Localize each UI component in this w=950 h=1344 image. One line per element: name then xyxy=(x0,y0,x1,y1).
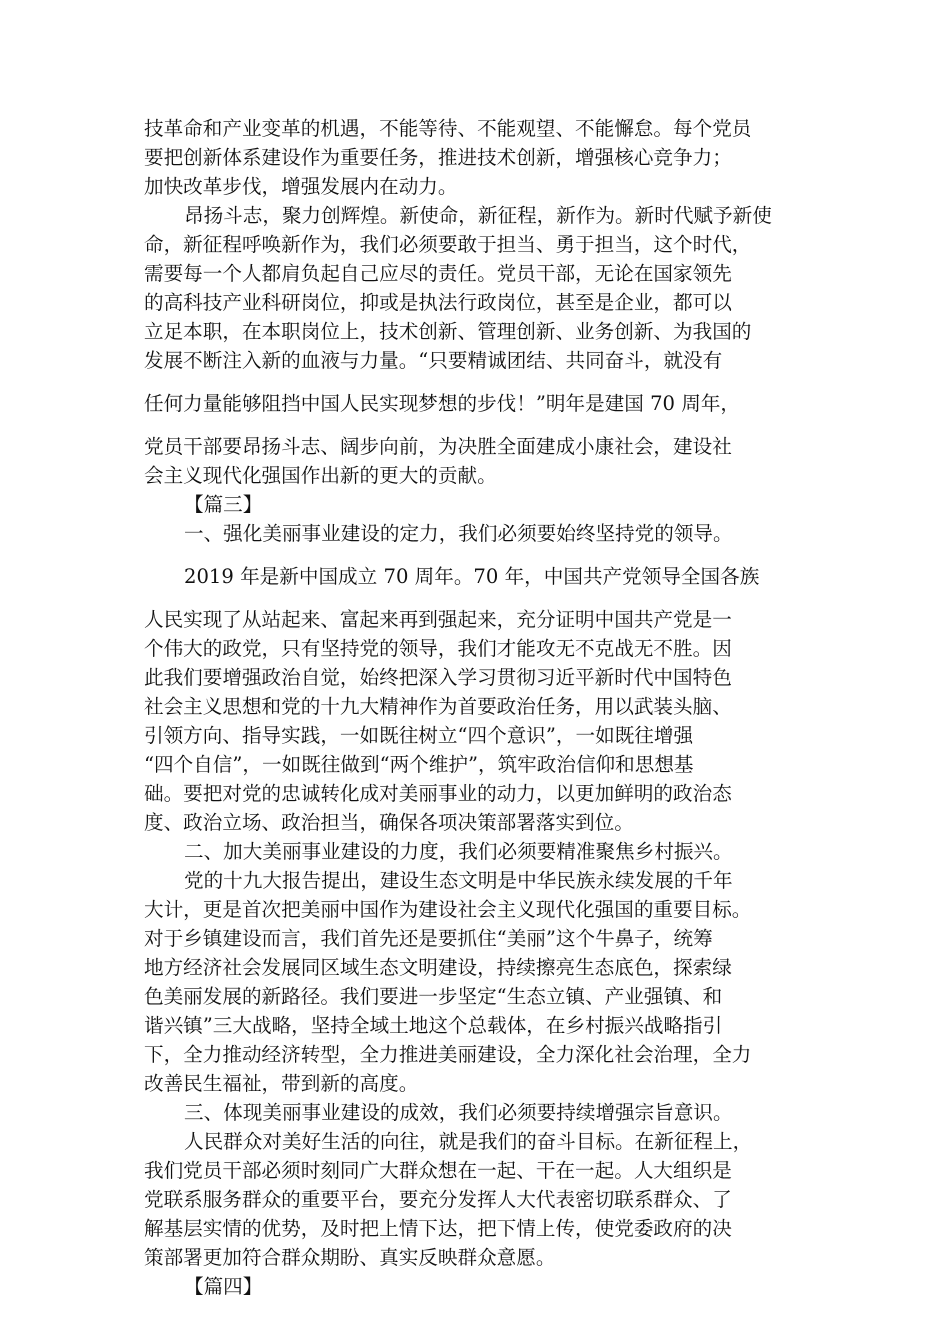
text-line: 党联系服务群众的重要平台，要充分发挥人大代表密切联系群众、了 xyxy=(144,1188,732,1211)
text-line: 要把创新体系建设作为重要任务，推进技术创新，增强核心竞争力； xyxy=(144,146,732,169)
text-line: 命，新征程呼唤新作为，我们必须要敢于担当、勇于担当，这个时代， xyxy=(144,233,752,256)
text-line: 需要每一个人都肩负起自己应尽的责任。党员干部，无论在国家领先 xyxy=(144,262,732,285)
text-line: 会主义现代化强国作出新的更大的贡献。 xyxy=(144,464,497,487)
text-line: 引领方向、指导实践，一如既往树立“四个意识”，一如既往增强 xyxy=(144,724,694,747)
text-line: 此我们要增强政治自觉，始终把深入学习贯彻习近平新时代中国特色 xyxy=(144,666,732,689)
text-line: 改善民生福祉，带到新的高度。 xyxy=(144,1072,419,1095)
text-line: 技革命和产业变革的机遇，不能等待、不能观望、不能懈怠。每个党员 xyxy=(144,117,752,140)
text-line: 任何力量能够阻挡中国人民实现梦想的步伐！”明年是建国 70 周年， xyxy=(144,392,741,415)
text-line: 2019 年是新中国成立 70 周年。70 年，中国共产党领导全国各族 xyxy=(184,565,760,588)
text-line: 的高科技产业科研岗位，抑或是执法行政岗位，甚至是企业，都可以 xyxy=(144,291,732,314)
text-line: 党员干部要昂扬斗志、阔步向前，为决胜全面建成小康社会，建设社 xyxy=(144,435,732,458)
text-line: 大计，更是首次把美丽中国作为建设社会主义现代化强国的重要目标。 xyxy=(144,898,752,921)
text-line: 下，全力推动经济转型，全力推进美丽建设，全力深化社会治理，全力 xyxy=(144,1043,752,1066)
text-line: 谐兴镇”三大战略，坚持全域土地这个总载体，在乡村振兴战略指引 xyxy=(144,1014,723,1037)
text-line: 发展不断注入新的血液与力量。“只要精诚团结、共同奋斗，就没有 xyxy=(144,349,723,372)
text-line: 人民群众对美好生活的向往，就是我们的奋斗目标。在新征程上， xyxy=(184,1130,753,1153)
text-line: 人民实现了从站起来、富起来再到强起来，充分证明中国共产党是一 xyxy=(144,608,732,631)
text-line: 色美丽发展的新路径。我们要进一步坚定“生态立镇、产业强镇、和 xyxy=(144,985,723,1008)
text-line: 解基层实情的优势，及时把上情下达，把下情上传，使党委政府的决 xyxy=(144,1217,732,1240)
text-line: “四个自信”，一如既往做到“两个维护”，筑牢政治信仰和思想基 xyxy=(144,753,694,776)
text-line: 策部署更加符合群众期盼、真实反映群众意愿。 xyxy=(144,1246,556,1269)
text-line: 我们党员干部必须时刻同广大群众想在一起、干在一起。人大组织是 xyxy=(144,1159,732,1182)
subheading: 三、体现美丽事业建设的成效，我们必须要持续增强宗旨意识。 xyxy=(184,1101,733,1124)
text-line: 社会主义思想和党的十九大精神作为首要政治任务，用以武装头脑、 xyxy=(144,695,732,718)
subheading: 二、加大美丽事业建设的力度，我们必须要精准聚焦乡村振兴。 xyxy=(184,840,733,863)
text-line: 地方经济社会发展同区域生态文明建设，持续擦亮生态底色，探索绿 xyxy=(144,956,732,979)
text-line: 对于乡镇建设而言，我们首先还是要抓住“美丽”这个牛鼻子，统筹 xyxy=(144,927,713,950)
text-line: 加快改革步伐，增强发展内在动力。 xyxy=(144,175,458,198)
section-heading: 【篇三】 xyxy=(184,493,263,516)
subheading: 一、强化美丽事业建设的定力，我们必须要始终坚持党的领导。 xyxy=(184,522,733,545)
section-heading: 【篇四】 xyxy=(184,1275,263,1298)
text-line: 立足本职，在本职岗位上，技术创新、管理创新、业务创新、为我国的 xyxy=(144,320,752,343)
text-line: 个伟大的政党，只有坚持党的领导，我们才能攻无不克战无不胜。因 xyxy=(144,637,732,660)
text-line: 度、政治立场、政治担当，确保各项决策部署落实到位。 xyxy=(144,811,634,834)
text-line: 党的十九大报告提出，建设生态文明是中华民族永续发展的千年 xyxy=(184,869,733,892)
text-line: 昂扬斗志，聚力创辉煌。新使命，新征程，新作为。新时代赋予新使 xyxy=(184,204,772,227)
text-line: 础。要把对党的忠诚转化成对美丽事业的动力，以更加鲜明的政治态 xyxy=(144,782,732,805)
document-page xyxy=(144,114,806,1301)
